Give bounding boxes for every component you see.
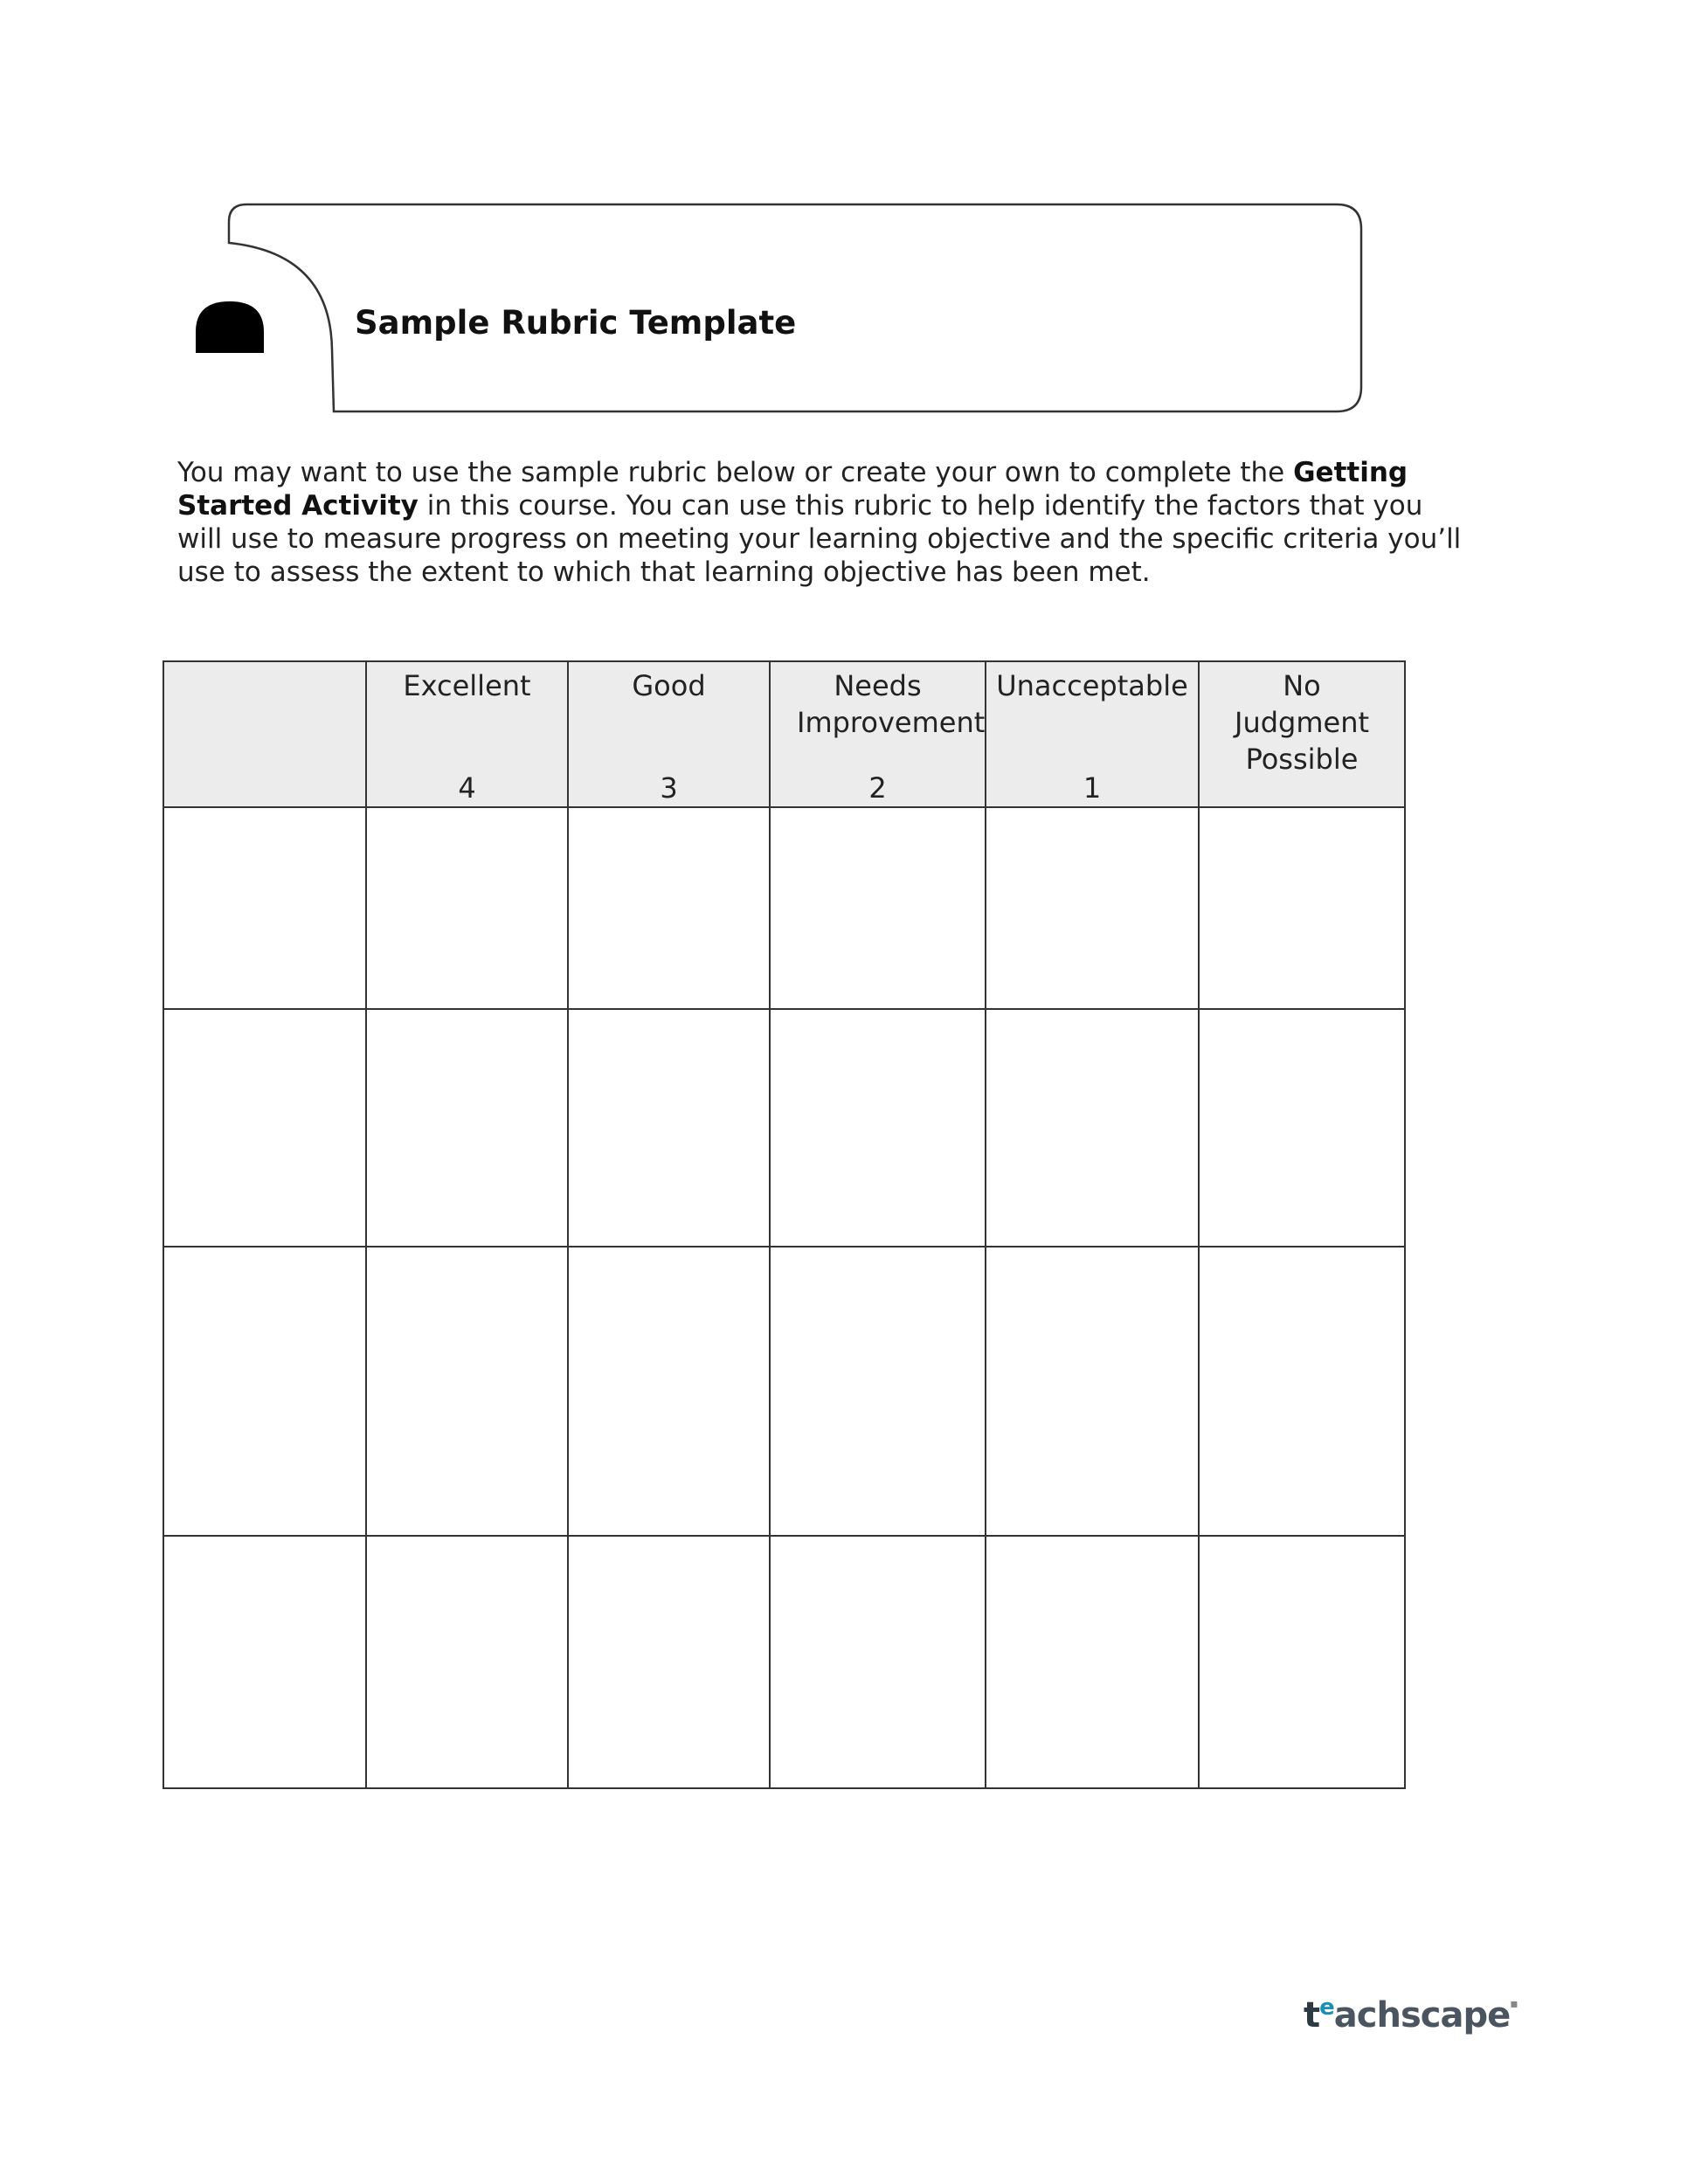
rubric-cell[interactable]: [568, 1247, 770, 1536]
header-score-excellent: 4: [458, 771, 476, 805]
rubric-cell[interactable]: [986, 807, 1199, 1009]
intro-text-2: in this course. You can use this rubric to help identify the factors that you will use to measure progress on meeting your learning objective and the specific criteria you’ll use to assess the extent to which that learning objective has been met.: [177, 490, 1462, 588]
rubric-cell[interactable]: [770, 1247, 986, 1536]
teachscape-logo: [1304, 1995, 1518, 2035]
header-cell-needs-improvement: [770, 661, 986, 807]
table-row: [163, 1009, 1405, 1247]
rubric-cell[interactable]: [568, 807, 770, 1009]
rubric-cell[interactable]: [1199, 1009, 1405, 1247]
header-score-needs-improvement: 2: [868, 771, 887, 805]
rubric-cell[interactable]: [366, 1247, 568, 1536]
intro-bold-activity: Getting Started Activity: [177, 457, 1408, 522]
header-cell-criteria: [163, 661, 366, 807]
rubric-cell[interactable]: [366, 807, 568, 1009]
header-cell-excellent: [366, 661, 568, 807]
rubric-cell[interactable]: [1199, 1247, 1405, 1536]
rubric-cell[interactable]: [986, 1536, 1199, 1788]
header-label-good: Good: [632, 669, 706, 702]
rubric-cell[interactable]: [986, 1247, 1199, 1536]
rubric-cell[interactable]: [770, 807, 986, 1009]
title-marker-icon: [196, 301, 264, 353]
header-score-unacceptable: 1: [1083, 771, 1102, 805]
header-label-needs-improvement: Needs Improvement: [797, 669, 986, 739]
intro-text-1: You may want to use the sample rubric below or create your own to complete the: [177, 457, 1294, 488]
logo-letter-e: e: [1319, 1994, 1334, 2021]
rubric-cell[interactable]: [986, 1009, 1199, 1247]
header-label-unacceptable: Unacceptable: [996, 669, 1188, 702]
header-cell-good: [568, 661, 770, 807]
rubric-cell[interactable]: [1199, 1536, 1405, 1788]
logo-letter-t: t: [1304, 1995, 1320, 2035]
criteria-cell[interactable]: [163, 1536, 366, 1788]
intro-paragraph: [177, 456, 1470, 589]
criteria-cell[interactable]: [163, 807, 366, 1009]
logo-trademark-dot-icon: ▪: [1510, 1997, 1518, 2011]
rubric-cell[interactable]: [568, 1009, 770, 1247]
rubric-cell[interactable]: [770, 1536, 986, 1788]
rubric-cell[interactable]: [568, 1536, 770, 1788]
rubric-cell[interactable]: [770, 1009, 986, 1247]
criteria-cell[interactable]: [163, 1247, 366, 1536]
page-title: Sample Rubric Template: [355, 304, 797, 342]
rubric-cell[interactable]: [366, 1536, 568, 1788]
header-cell-unacceptable: [986, 661, 1199, 807]
title-banner-frame: [0, 0, 1688, 454]
rubric-cell[interactable]: [366, 1009, 568, 1247]
header-score-good: 3: [660, 771, 678, 805]
rubric-header-row: [163, 661, 1405, 807]
table-row: [163, 1247, 1405, 1536]
table-row: [163, 1536, 1405, 1788]
table-row: [163, 807, 1405, 1009]
rubric-cell[interactable]: [1199, 807, 1405, 1009]
header-label-no-judgment: No Judgment Possible: [1235, 669, 1370, 776]
criteria-cell[interactable]: [163, 1009, 366, 1247]
header-label-excellent: Excellent: [403, 669, 531, 702]
logo-wordmark: achscape: [1333, 1995, 1511, 2035]
rubric-table: [163, 660, 1406, 1789]
header-cell-no-judgment: [1199, 661, 1405, 807]
